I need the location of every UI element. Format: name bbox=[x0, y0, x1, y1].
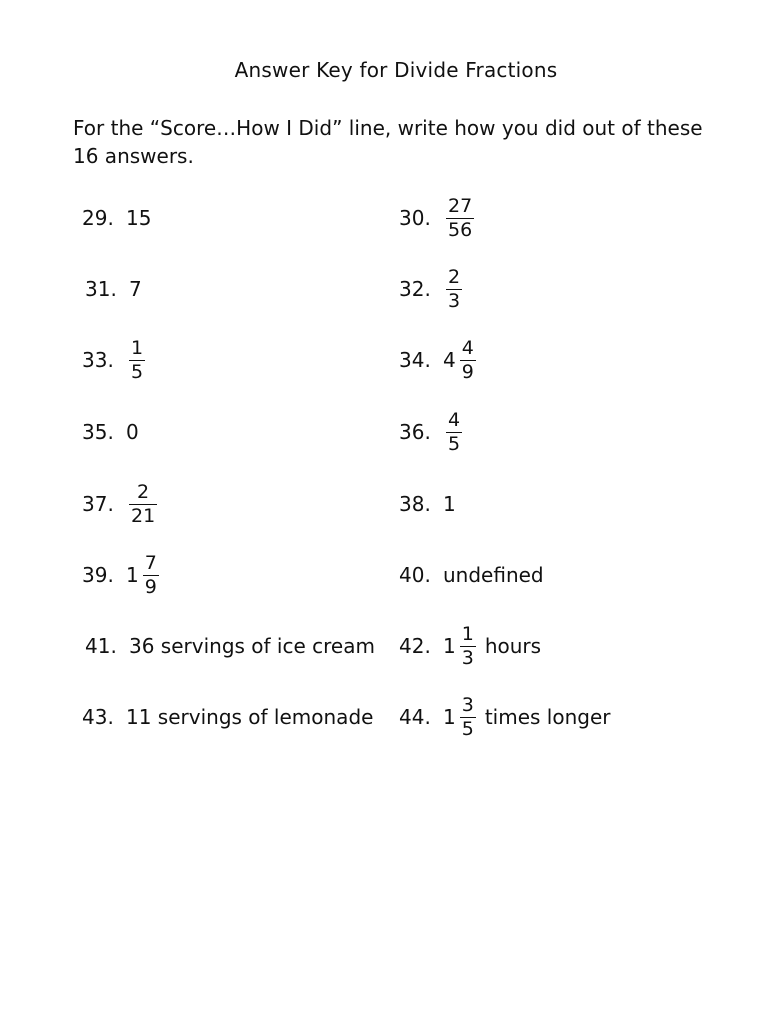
question-number: 35. bbox=[82, 420, 114, 444]
question-number: 37. bbox=[82, 492, 114, 516]
denominator: 5 bbox=[131, 360, 144, 383]
answer-item-37 bbox=[82, 474, 160, 534]
denominator: 3 bbox=[448, 289, 461, 312]
answer-value bbox=[126, 551, 162, 598]
answer-item-42 bbox=[399, 616, 541, 676]
answer-value bbox=[443, 622, 542, 669]
answer-item-43 bbox=[82, 687, 373, 747]
answer-item-29 bbox=[82, 188, 151, 248]
question-number: 42. bbox=[399, 634, 431, 658]
answer-item-31 bbox=[85, 259, 142, 319]
answer-text: 0 bbox=[126, 420, 139, 444]
answer-value bbox=[443, 693, 611, 740]
question-number: 43. bbox=[82, 705, 114, 729]
numerator: 1 bbox=[131, 336, 144, 359]
answer-item-33 bbox=[82, 330, 148, 390]
answer-value bbox=[126, 420, 139, 444]
question-number: 40. bbox=[399, 563, 431, 587]
denominator: 3 bbox=[461, 646, 474, 669]
denominator: 5 bbox=[461, 717, 474, 740]
whole-number: 1 bbox=[443, 634, 456, 658]
answer-value bbox=[443, 563, 544, 587]
numerator: 2 bbox=[137, 480, 150, 503]
numerator: 2 bbox=[448, 265, 461, 288]
fraction bbox=[446, 265, 462, 312]
answer-item-39 bbox=[82, 545, 162, 605]
denominator: 56 bbox=[448, 218, 473, 241]
numerator: 27 bbox=[448, 194, 473, 217]
answer-item-40 bbox=[399, 545, 544, 605]
fraction bbox=[446, 194, 474, 241]
fraction bbox=[460, 622, 476, 669]
answer-value bbox=[126, 206, 151, 230]
whole-number: 1 bbox=[443, 705, 456, 729]
answer-unit: times longer bbox=[484, 705, 611, 729]
numerator: 4 bbox=[461, 336, 474, 359]
whole-number: 1 bbox=[126, 563, 139, 587]
denominator: 9 bbox=[461, 360, 474, 383]
fraction bbox=[446, 408, 462, 455]
fraction bbox=[143, 551, 159, 598]
answer-item-38 bbox=[399, 474, 456, 534]
question-number: 32. bbox=[399, 277, 431, 301]
answer-value bbox=[443, 265, 465, 312]
numerator: 4 bbox=[448, 408, 461, 431]
numerator: 1 bbox=[461, 622, 474, 645]
answer-item-35 bbox=[82, 402, 139, 462]
denominator: 9 bbox=[144, 575, 157, 598]
numerator: 7 bbox=[144, 551, 157, 574]
answer-item-41 bbox=[85, 616, 375, 676]
answer-item-30 bbox=[399, 188, 477, 248]
instructions-text: For the “Score…How I Did” line, write how you did out of these 16 answers. bbox=[73, 116, 703, 168]
answer-value bbox=[129, 634, 375, 658]
answer-value bbox=[443, 408, 465, 455]
page-title: Answer Key for Divide Fractions bbox=[234, 58, 558, 82]
answer-value bbox=[126, 480, 160, 527]
fraction bbox=[460, 336, 476, 383]
whole-number: 4 bbox=[443, 348, 456, 372]
denominator: 21 bbox=[131, 504, 156, 527]
answer-item-36 bbox=[399, 402, 465, 462]
fraction bbox=[129, 336, 145, 383]
question-number: 41. bbox=[85, 634, 117, 658]
answer-text: 11 servings of lemonade bbox=[126, 705, 374, 729]
answer-value bbox=[443, 194, 477, 241]
answer-text: 36 servings of ice cream bbox=[129, 634, 375, 658]
fraction bbox=[129, 480, 157, 527]
answer-text: 7 bbox=[129, 277, 142, 301]
answer-value bbox=[129, 277, 142, 301]
answer-value bbox=[443, 492, 456, 516]
fraction bbox=[460, 693, 476, 740]
question-number: 34. bbox=[399, 348, 431, 372]
answer-value bbox=[126, 336, 148, 383]
answer-value bbox=[126, 705, 373, 729]
answer-text: undefined bbox=[443, 563, 544, 587]
answer-text: 15 bbox=[126, 206, 152, 230]
question-number: 31. bbox=[85, 277, 117, 301]
question-number: 30. bbox=[399, 206, 431, 230]
question-number: 38. bbox=[399, 492, 431, 516]
answer-unit: hours bbox=[484, 634, 542, 658]
answer-item-44 bbox=[399, 687, 610, 747]
answer-item-34 bbox=[399, 330, 479, 390]
answer-value bbox=[443, 336, 479, 383]
numerator: 3 bbox=[461, 693, 474, 716]
question-number: 44. bbox=[399, 705, 431, 729]
question-number: 33. bbox=[82, 348, 114, 372]
question-number: 36. bbox=[399, 420, 431, 444]
answer-text: 1 bbox=[443, 492, 456, 516]
denominator: 5 bbox=[448, 432, 461, 455]
answer-item-32 bbox=[399, 259, 465, 319]
question-number: 29. bbox=[82, 206, 114, 230]
question-number: 39. bbox=[82, 563, 114, 587]
